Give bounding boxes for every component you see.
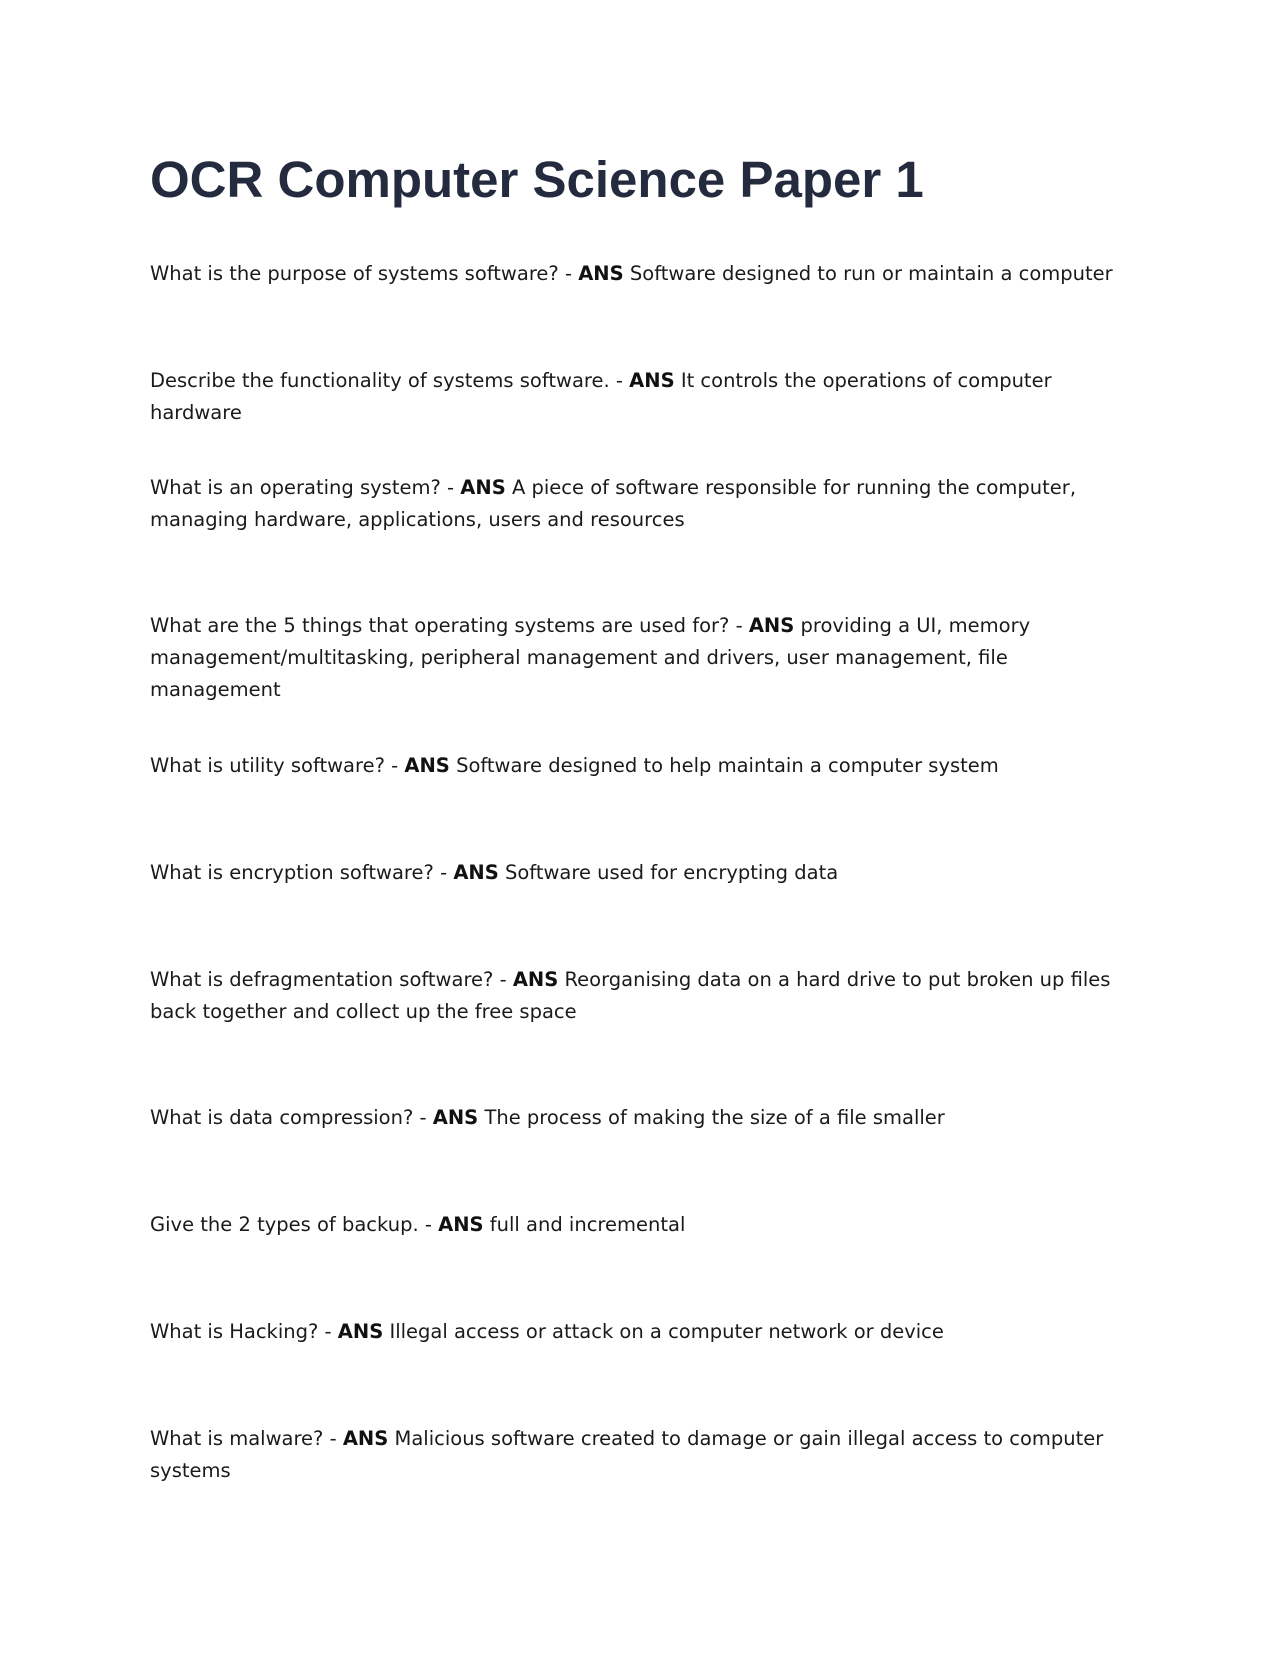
separator: - xyxy=(609,369,630,392)
separator: - xyxy=(433,861,454,884)
separator: - xyxy=(413,1106,433,1129)
qa-item xyxy=(150,857,1140,889)
ans-label: ANS xyxy=(578,262,624,285)
ans-label: ANS xyxy=(337,1320,384,1343)
ans-label: ANS xyxy=(748,614,795,637)
separator: - xyxy=(493,968,513,991)
separator: - xyxy=(418,1213,439,1236)
qa-item xyxy=(150,1102,1140,1134)
answer-text: It controls the operations of computer hardware xyxy=(150,369,1052,424)
question-text: What is data compression? xyxy=(150,1106,414,1129)
question-text: What is an operating system? xyxy=(150,476,441,499)
ans-label: ANS xyxy=(342,1427,389,1450)
separator: - xyxy=(384,754,405,777)
question-text: What are the 5 things that operating systems are used for? xyxy=(150,614,730,637)
answer-text: A piece of software responsible for running the computer, managing hardware, applications, users and resources xyxy=(150,476,1077,531)
answer-text: Malicious software created to damage or gain illegal access to computer systems xyxy=(150,1427,1104,1482)
qa-item xyxy=(150,258,1140,290)
answer-text: Software designed to run or maintain a computer xyxy=(629,262,1113,285)
separator: - xyxy=(558,262,579,285)
question-text: What is Hacking? xyxy=(150,1320,319,1343)
separator: - xyxy=(440,476,461,499)
question-text: What is utility software? xyxy=(150,754,385,777)
qa-item xyxy=(150,1316,1140,1348)
qa-item xyxy=(150,365,1140,429)
ans-label: ANS xyxy=(629,369,675,392)
ans-label: ANS xyxy=(438,1213,484,1236)
qa-item xyxy=(150,750,1140,782)
answer-text: The process of making the size of a file smaller xyxy=(484,1106,945,1129)
answer-text: Illegal access or attack on a computer network or device xyxy=(389,1320,944,1343)
ans-label: ANS xyxy=(453,861,499,884)
question-text: What is encryption software? xyxy=(150,861,434,884)
question-text: Describe the functionality of systems software. xyxy=(150,369,610,392)
qa-item xyxy=(150,1209,1140,1241)
qa-item xyxy=(150,964,1140,1028)
ans-label: ANS xyxy=(460,476,506,499)
answer-text: Software used for encrypting data xyxy=(504,861,839,884)
qa-item xyxy=(150,1423,1140,1487)
qa-item xyxy=(150,472,1140,536)
question-text: What is defragmentation software? xyxy=(150,968,494,991)
ans-label: ANS xyxy=(512,968,559,991)
answer-text: providing a UI, memory management/multitasking, peripheral management and drivers, user management, file management xyxy=(150,614,1031,701)
answer-text: Software designed to help maintain a computer system xyxy=(456,754,999,777)
separator: - xyxy=(729,614,749,637)
document-title: OCR Computer Science Paper 1 xyxy=(150,151,924,208)
question-text: Give the 2 types of backup. xyxy=(150,1213,419,1236)
ans-label: ANS xyxy=(432,1106,479,1129)
question-text: What is malware? xyxy=(150,1427,324,1450)
question-text: What is the purpose of systems software? xyxy=(150,262,559,285)
qa-item xyxy=(150,610,1140,706)
separator: - xyxy=(318,1320,338,1343)
separator: - xyxy=(323,1427,343,1450)
ans-label: ANS xyxy=(404,754,450,777)
answer-text: full and incremental xyxy=(489,1213,686,1236)
answer-text: Reorganising data on a hard drive to put broken up files back together and collect up the free space xyxy=(150,968,1111,1023)
